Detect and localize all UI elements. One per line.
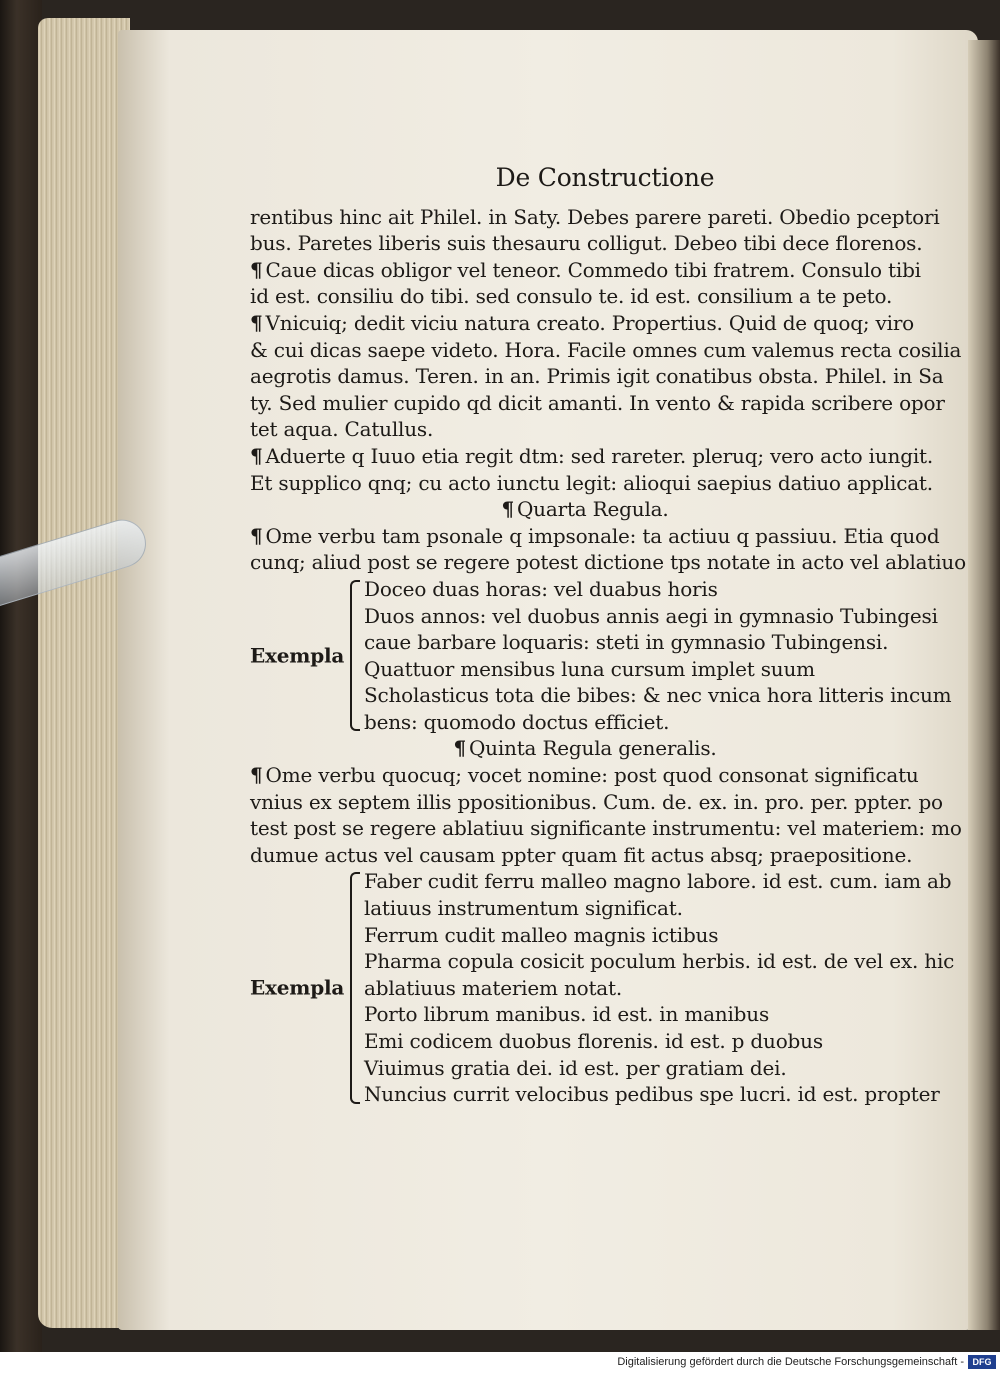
text-line: vnius ex septem illis ppositionibus. Cum. de. ex. in. pro. per. ppter. po (250, 789, 943, 814)
text-line: Ome verbu tam psonale q impsonale: ta actiuu q passiuu. Etia quod (265, 523, 940, 548)
text-line: id est. consiliu do tibi. sed consulo te. id est. consilium a te peto. (250, 284, 893, 309)
text-line: dumue actus vel causam ppter quam fit actus absq; praepositione. (250, 842, 913, 867)
pilcrow-icon: ¶ (250, 257, 263, 282)
text-line: rentibus hinc ait Philel. in Saty. Debes parere pareti. Obedio pceptori (250, 204, 940, 229)
example-line: Duos annos: vel duobus annis aegi in gymnasio Tubingesi (364, 603, 938, 628)
text-line: Et supplico qnq; cu acto iunctu legit: alioqui saepius datiuo applicat. (250, 470, 933, 495)
text-line: & cui dicas saepe videto. Hora. Facile omnes cum valemus recta cosilia (250, 337, 962, 362)
heading-text: Quarta Regula. (516, 497, 669, 522)
text-line: Aduerte q Iuuo etia regit dtm: sed rareter. pleruq; vero acto iungit. (265, 443, 934, 468)
heading-quarta-regula (250, 496, 920, 523)
page-edges (38, 18, 130, 1328)
text-line: aegrotis damus. Teren. in an. Primis igit conatibus obsta. Philel. in Sa (250, 364, 944, 389)
text-line: test post se regere ablatiuu significante instrumentu: vel materiem: mo (250, 816, 962, 841)
example-label: Exempla (250, 975, 345, 1000)
text-line: Ome verbu quocuq; vocet nomine: post quod consonat significatu (265, 763, 919, 788)
pilcrow-icon: ¶ (250, 763, 263, 788)
paragraph-top (250, 204, 962, 497)
pilcrow-icon: ¶ (250, 310, 263, 335)
text-line: ty. Sed mulier cupido qd dicit amanti. In vento & rapida scribere opor (250, 390, 945, 415)
text-line-with-pilcrow (250, 762, 920, 789)
book-cover-edge (0, 0, 42, 1352)
heading-quinta-regula (250, 735, 920, 762)
bracket-icon (350, 580, 360, 732)
example-line: bens: quomodo doctus efficiet. (364, 709, 670, 734)
example-line: Doceo duas horas: vel duabus horis (364, 576, 718, 601)
pilcrow-icon: ¶ (453, 736, 466, 761)
page-text (250, 163, 966, 1108)
text-line: bus. Paretes liberis suis thesauru colligut. Debeo tibi dece florenos. (250, 231, 923, 256)
examples-block-4 (250, 576, 952, 736)
running-head: De Constructione (495, 163, 715, 192)
text-line: Caue dicas obligor vel teneor. Commedo tibi fratrem. Consulo tibi (265, 257, 921, 282)
heading-text: Quinta Regula generalis. (468, 736, 717, 761)
example-line: Nuncius currit velocibus pedibus spe lucri. id est. propter (364, 1082, 940, 1107)
example-line: Viuimus gratia dei. id est. per gratiam dei. (364, 1055, 787, 1080)
text-line-with-pilcrow (250, 443, 934, 470)
examples-block-5 (250, 868, 955, 1107)
dfg-logo: DFG (968, 1355, 996, 1369)
pilcrow-icon: ¶ (501, 497, 514, 522)
text-line-with-pilcrow (250, 523, 940, 550)
bracket-icon (350, 872, 360, 1103)
example-line: Emi codicem duobus florenis. id est. p duobus (364, 1029, 823, 1053)
text-line-with-pilcrow (250, 257, 920, 284)
text-line: cunq; aliud post se regere potest dictione tps notate in acto vel ablatiuo (250, 550, 966, 575)
example-line: caue barbare loquaris: steti in gymnasio Tubingensi. (364, 630, 889, 655)
footer-credit: Digitalisierung gefördert durch die Deutsche Forschungsgemeinschaft - (617, 1356, 964, 1368)
footer-bar (0, 1352, 1000, 1374)
pilcrow-icon: ¶ (250, 443, 263, 468)
example-line: Ferrum cudit malleo magnis ictibus (364, 922, 719, 947)
example-line: Scholasticus tota die bibes: & nec vnica hora litteris incum (364, 683, 952, 708)
example-label: Exempla (250, 643, 345, 668)
example-line: Quattuor mensibus luna cursum implet suum (364, 656, 815, 681)
example-line: Faber cudit ferru malleo magno labore. id est. cum. iam ab (364, 869, 952, 894)
text-line: tet aqua. Catullus. (250, 417, 434, 442)
facing-page-edge (968, 40, 1000, 1330)
example-line: Porto librum manibus. id est. in manibus (364, 1002, 770, 1027)
text-line: Vnicuiq; dedit viciu natura creato. Propertius. Quid de quoq; viro (265, 310, 915, 335)
example-line: latiuus instrumentum significat. (364, 896, 683, 921)
text-line-with-pilcrow (250, 310, 920, 337)
example-line: ablatiuus materiem notat. (364, 975, 623, 1000)
example-line: Pharma copula cosicit poculum herbis. id est. de vel ex. hic (364, 949, 955, 974)
pilcrow-icon: ¶ (250, 523, 263, 548)
